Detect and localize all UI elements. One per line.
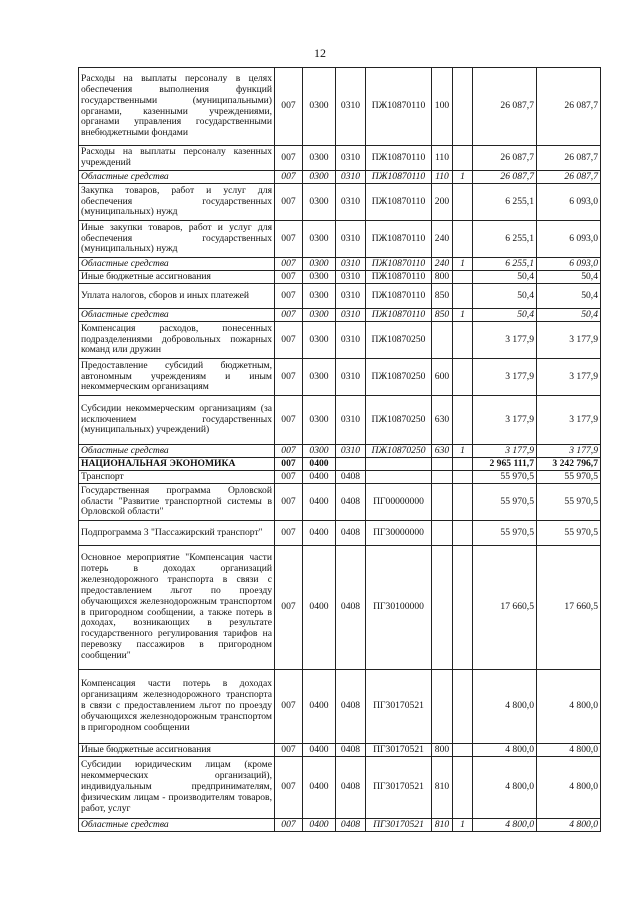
funding-source-cell	[453, 284, 473, 309]
amount-year-1-cell: 4 800,0	[473, 819, 537, 832]
expense-type-cell: 850	[432, 309, 453, 322]
admin-code-cell: 007	[275, 484, 303, 521]
funding-source-cell: 1	[453, 819, 473, 832]
table-row	[79, 744, 601, 757]
target-article-cell: ПЖ10870110	[366, 258, 432, 271]
table-row	[79, 68, 601, 146]
funding-source-cell	[453, 322, 473, 359]
amount-year-2-cell: 26 087,7	[537, 68, 601, 146]
section-code-cell: 0300	[303, 359, 336, 396]
table-row	[79, 258, 601, 271]
row-description: Иные закупки товаров, работ и услуг для обеспечения государственных (муниципальных) нужд	[79, 221, 275, 258]
admin-code-cell: 007	[275, 271, 303, 284]
section-code-cell: 0400	[303, 757, 336, 819]
table-row	[79, 184, 601, 221]
row-description: Областные средства	[79, 309, 275, 322]
row-description: Областные средства	[79, 445, 275, 458]
target-article-cell	[366, 458, 432, 471]
amount-year-1-cell: 55 970,5	[473, 471, 537, 484]
section-code-cell: 0300	[303, 68, 336, 146]
subsection-code-cell: 0310	[336, 68, 366, 146]
amount-year-2-cell: 6 093,0	[537, 221, 601, 258]
amount-year-2-cell: 4 800,0	[537, 757, 601, 819]
funding-source-cell	[453, 396, 473, 445]
funding-source-cell	[453, 271, 473, 284]
table-row	[79, 670, 601, 744]
subsection-code-cell: 0310	[336, 359, 366, 396]
target-article-cell: ПЖ10870110	[366, 68, 432, 146]
funding-source-cell	[453, 484, 473, 521]
expense-type-cell: 630	[432, 445, 453, 458]
target-article-cell: ПГ30170521	[366, 670, 432, 744]
funding-source-cell	[453, 146, 473, 171]
row-description: Государственная программа Орловской области "Развитие транспортной системы в Орловской области"	[79, 484, 275, 521]
target-article-cell: ПЖ10870110	[366, 271, 432, 284]
row-description: Расходы на выплаты персоналу казенных учреждений	[79, 146, 275, 171]
page-number: 12	[314, 46, 326, 60]
section-code-cell: 0300	[303, 396, 336, 445]
funding-source-cell: 1	[453, 258, 473, 271]
admin-code-cell: 007	[275, 458, 303, 471]
subsection-code-cell: 0310	[336, 284, 366, 309]
table-row	[79, 458, 601, 471]
funding-source-cell	[453, 546, 473, 670]
admin-code-cell: 007	[275, 322, 303, 359]
amount-year-1-cell: 6 255,1	[473, 221, 537, 258]
expense-type-cell: 850	[432, 284, 453, 309]
section-code-cell: 0300	[303, 322, 336, 359]
admin-code-cell: 007	[275, 68, 303, 146]
target-article-cell: ПЖ10870110	[366, 309, 432, 322]
amount-year-2-cell: 3 242 796,7	[537, 458, 601, 471]
target-article-cell: ПГ30170521	[366, 744, 432, 757]
target-article-cell: ПГ00000000	[366, 484, 432, 521]
section-code-cell: 0300	[303, 271, 336, 284]
amount-year-1-cell: 3 177,9	[473, 396, 537, 445]
table-row	[79, 322, 601, 359]
target-article-cell: ПГ30000000	[366, 521, 432, 546]
section-code-cell: 0400	[303, 458, 336, 471]
funding-source-cell: 1	[453, 445, 473, 458]
admin-code-cell: 007	[275, 184, 303, 221]
row-description: Областные средства	[79, 258, 275, 271]
table-row	[79, 445, 601, 458]
expense-type-cell	[432, 546, 453, 670]
section-code-cell: 0300	[303, 258, 336, 271]
amount-year-2-cell: 3 177,9	[537, 322, 601, 359]
funding-source-cell	[453, 68, 473, 146]
admin-code-cell: 007	[275, 258, 303, 271]
table-row	[79, 471, 601, 484]
row-description: Основное мероприятие "Компенсация части потерь в доходах организаций железнодорожного транспорта в связи с предоставлением льгот по проезду обучающихся железнодорожным транспортом в пригородном сообщении, а также потерь в доходах, возникающих в результате государственного регулирования тарифов на перевозку пассажиров в пригородном сообщении"	[79, 546, 275, 670]
table-row	[79, 396, 601, 445]
admin-code-cell: 007	[275, 521, 303, 546]
table-row	[79, 484, 601, 521]
section-code-cell: 0400	[303, 521, 336, 546]
budget-table	[78, 67, 601, 832]
target-article-cell: ПЖ10870250	[366, 396, 432, 445]
amount-year-1-cell: 4 800,0	[473, 744, 537, 757]
amount-year-2-cell: 50,4	[537, 284, 601, 309]
amount-year-2-cell: 50,4	[537, 271, 601, 284]
target-article-cell: ПЖ10870250	[366, 445, 432, 458]
section-code-cell: 0300	[303, 146, 336, 171]
subsection-code-cell: 0310	[336, 309, 366, 322]
funding-source-cell	[453, 744, 473, 757]
admin-code-cell: 007	[275, 744, 303, 757]
amount-year-1-cell: 26 087,7	[473, 171, 537, 184]
funding-source-cell	[453, 221, 473, 258]
row-description: НАЦИОНАЛЬНАЯ ЭКОНОМИКА	[79, 458, 275, 471]
amount-year-1-cell: 4 800,0	[473, 670, 537, 744]
subsection-code-cell: 0310	[336, 396, 366, 445]
section-code-cell: 0300	[303, 171, 336, 184]
amount-year-1-cell: 3 177,9	[473, 322, 537, 359]
subsection-code-cell: 0310	[336, 171, 366, 184]
admin-code-cell: 007	[275, 471, 303, 484]
table-body	[79, 68, 601, 832]
row-description: Подпрограмма 3 "Пассажирский транспорт"	[79, 521, 275, 546]
admin-code-cell: 007	[275, 171, 303, 184]
target-article-cell: ПЖ10870110	[366, 284, 432, 309]
subsection-code-cell: 0310	[336, 221, 366, 258]
section-code-cell: 0400	[303, 546, 336, 670]
section-code-cell: 0400	[303, 670, 336, 744]
admin-code-cell: 007	[275, 146, 303, 171]
expense-type-cell	[432, 322, 453, 359]
amount-year-1-cell: 50,4	[473, 284, 537, 309]
amount-year-1-cell: 50,4	[473, 309, 537, 322]
admin-code-cell: 007	[275, 819, 303, 832]
admin-code-cell: 007	[275, 359, 303, 396]
row-description: Компенсация расходов, понесенных подразделениями добровольных пожарных команд или дружин	[79, 322, 275, 359]
subsection-code-cell	[336, 458, 366, 471]
target-article-cell: ПЖ10870110	[366, 221, 432, 258]
amount-year-1-cell: 26 087,7	[473, 146, 537, 171]
amount-year-1-cell: 3 177,9	[473, 445, 537, 458]
amount-year-1-cell: 3 177,9	[473, 359, 537, 396]
amount-year-1-cell: 55 970,5	[473, 484, 537, 521]
row-description: Предоставление субсидий бюджетным, автономным учреждениям и иным некоммерческим организациям	[79, 359, 275, 396]
expense-type-cell: 200	[432, 184, 453, 221]
table-row	[79, 221, 601, 258]
expense-type-cell: 810	[432, 757, 453, 819]
admin-code-cell: 007	[275, 309, 303, 322]
expense-type-cell	[432, 471, 453, 484]
amount-year-1-cell: 6 255,1	[473, 184, 537, 221]
admin-code-cell: 007	[275, 221, 303, 258]
target-article-cell: ПЖ10870110	[366, 184, 432, 221]
admin-code-cell: 007	[275, 396, 303, 445]
target-article-cell: ПГ30170521	[366, 757, 432, 819]
subsection-code-cell: 0408	[336, 521, 366, 546]
row-description: Закупка товаров, работ и услуг для обеспечения государственных (муниципальных) нужд	[79, 184, 275, 221]
funding-source-cell	[453, 757, 473, 819]
amount-year-2-cell: 55 970,5	[537, 521, 601, 546]
subsection-code-cell: 0310	[336, 184, 366, 221]
funding-source-cell	[453, 359, 473, 396]
row-description: Областные средства	[79, 819, 275, 832]
target-article-cell: ПЖ10870250	[366, 322, 432, 359]
amount-year-2-cell: 4 800,0	[537, 744, 601, 757]
expense-type-cell: 810	[432, 819, 453, 832]
subsection-code-cell: 0408	[336, 757, 366, 819]
table-row	[79, 359, 601, 396]
section-code-cell: 0300	[303, 284, 336, 309]
row-description: Уплата налогов, сборов и иных платежей	[79, 284, 275, 309]
subsection-code-cell: 0408	[336, 819, 366, 832]
expense-type-cell: 240	[432, 258, 453, 271]
amount-year-1-cell: 50,4	[473, 271, 537, 284]
row-description: Расходы на выплаты персоналу в целях обеспечения выполнения функций государственными (муниципальными) органами, казенными учреждениями, органами управления государственными внебюджетными фондами	[79, 68, 275, 146]
amount-year-1-cell: 2 965 111,7	[473, 458, 537, 471]
amount-year-2-cell: 3 177,9	[537, 396, 601, 445]
amount-year-2-cell: 55 970,5	[537, 471, 601, 484]
section-code-cell: 0400	[303, 471, 336, 484]
amount-year-2-cell: 26 087,7	[537, 146, 601, 171]
amount-year-1-cell: 55 970,5	[473, 521, 537, 546]
row-description: Субсидии юридическим лицам (кроме некоммерческих организаций), индивидуальным предпринимателям, физическим лицам - производителям товаров, работ, услуг	[79, 757, 275, 819]
subsection-code-cell: 0408	[336, 471, 366, 484]
target-article-cell: ПЖ10870110	[366, 171, 432, 184]
row-description: Иные бюджетные ассигнования	[79, 744, 275, 757]
row-description: Субсидии некоммерческим организациям (за исключением государственных (муниципальных) учреждений)	[79, 396, 275, 445]
expense-type-cell	[432, 670, 453, 744]
target-article-cell	[366, 471, 432, 484]
amount-year-1-cell: 4 800,0	[473, 757, 537, 819]
section-code-cell: 0300	[303, 445, 336, 458]
target-article-cell: ПЖ10870250	[366, 359, 432, 396]
funding-source-cell	[453, 184, 473, 221]
amount-year-2-cell: 3 177,9	[537, 359, 601, 396]
subsection-code-cell: 0310	[336, 146, 366, 171]
target-article-cell: ПГ30100000	[366, 546, 432, 670]
subsection-code-cell: 0310	[336, 445, 366, 458]
admin-code-cell: 007	[275, 757, 303, 819]
table-row	[79, 521, 601, 546]
table-row	[79, 309, 601, 322]
expense-type-cell: 110	[432, 171, 453, 184]
amount-year-2-cell: 50,4	[537, 309, 601, 322]
expense-type-cell: 800	[432, 744, 453, 757]
row-description: Транспорт	[79, 471, 275, 484]
admin-code-cell: 007	[275, 445, 303, 458]
admin-code-cell: 007	[275, 546, 303, 670]
table-row	[79, 284, 601, 309]
table-row	[79, 546, 601, 670]
table-row	[79, 757, 601, 819]
table-row	[79, 171, 601, 184]
amount-year-2-cell: 55 970,5	[537, 484, 601, 521]
expense-type-cell: 110	[432, 146, 453, 171]
table-row	[79, 146, 601, 171]
expense-type-cell: 800	[432, 271, 453, 284]
funding-source-cell: 1	[453, 171, 473, 184]
amount-year-2-cell: 3 177,9	[537, 445, 601, 458]
table-row	[79, 271, 601, 284]
subsection-code-cell: 0310	[336, 258, 366, 271]
expense-type-cell: 240	[432, 221, 453, 258]
expense-type-cell: 630	[432, 396, 453, 445]
amount-year-1-cell: 6 255,1	[473, 258, 537, 271]
funding-source-cell: 1	[453, 309, 473, 322]
expense-type-cell	[432, 458, 453, 471]
amount-year-2-cell: 4 800,0	[537, 819, 601, 832]
amount-year-2-cell: 17 660,5	[537, 546, 601, 670]
subsection-code-cell: 0310	[336, 271, 366, 284]
row-description: Иные бюджетные ассигнования	[79, 271, 275, 284]
expense-type-cell	[432, 484, 453, 521]
expense-type-cell: 600	[432, 359, 453, 396]
amount-year-1-cell: 17 660,5	[473, 546, 537, 670]
subsection-code-cell: 0310	[336, 322, 366, 359]
funding-source-cell	[453, 521, 473, 546]
section-code-cell: 0400	[303, 819, 336, 832]
amount-year-2-cell: 6 093,0	[537, 184, 601, 221]
amount-year-2-cell: 26 087,7	[537, 171, 601, 184]
funding-source-cell	[453, 670, 473, 744]
section-code-cell: 0300	[303, 184, 336, 221]
section-code-cell: 0400	[303, 484, 336, 521]
subsection-code-cell: 0408	[336, 744, 366, 757]
funding-source-cell	[453, 458, 473, 471]
section-code-cell: 0300	[303, 309, 336, 322]
amount-year-2-cell: 6 093,0	[537, 258, 601, 271]
expense-type-cell: 100	[432, 68, 453, 146]
row-description: Областные средства	[79, 171, 275, 184]
admin-code-cell: 007	[275, 284, 303, 309]
target-article-cell: ПГ30170521	[366, 819, 432, 832]
subsection-code-cell: 0408	[336, 484, 366, 521]
amount-year-1-cell: 26 087,7	[473, 68, 537, 146]
subsection-code-cell: 0408	[336, 546, 366, 670]
section-code-cell: 0300	[303, 221, 336, 258]
target-article-cell: ПЖ10870110	[366, 146, 432, 171]
subsection-code-cell: 0408	[336, 670, 366, 744]
table-row	[79, 819, 601, 832]
admin-code-cell: 007	[275, 670, 303, 744]
funding-source-cell	[453, 471, 473, 484]
amount-year-2-cell: 4 800,0	[537, 670, 601, 744]
row-description: Компенсация части потерь в доходах организациям железнодорожного транспорта в связи с предоставлением льгот по проезду обучающихся железнодорожным транспортом в пригородном сообщении	[79, 670, 275, 744]
expense-type-cell	[432, 521, 453, 546]
section-code-cell: 0400	[303, 744, 336, 757]
